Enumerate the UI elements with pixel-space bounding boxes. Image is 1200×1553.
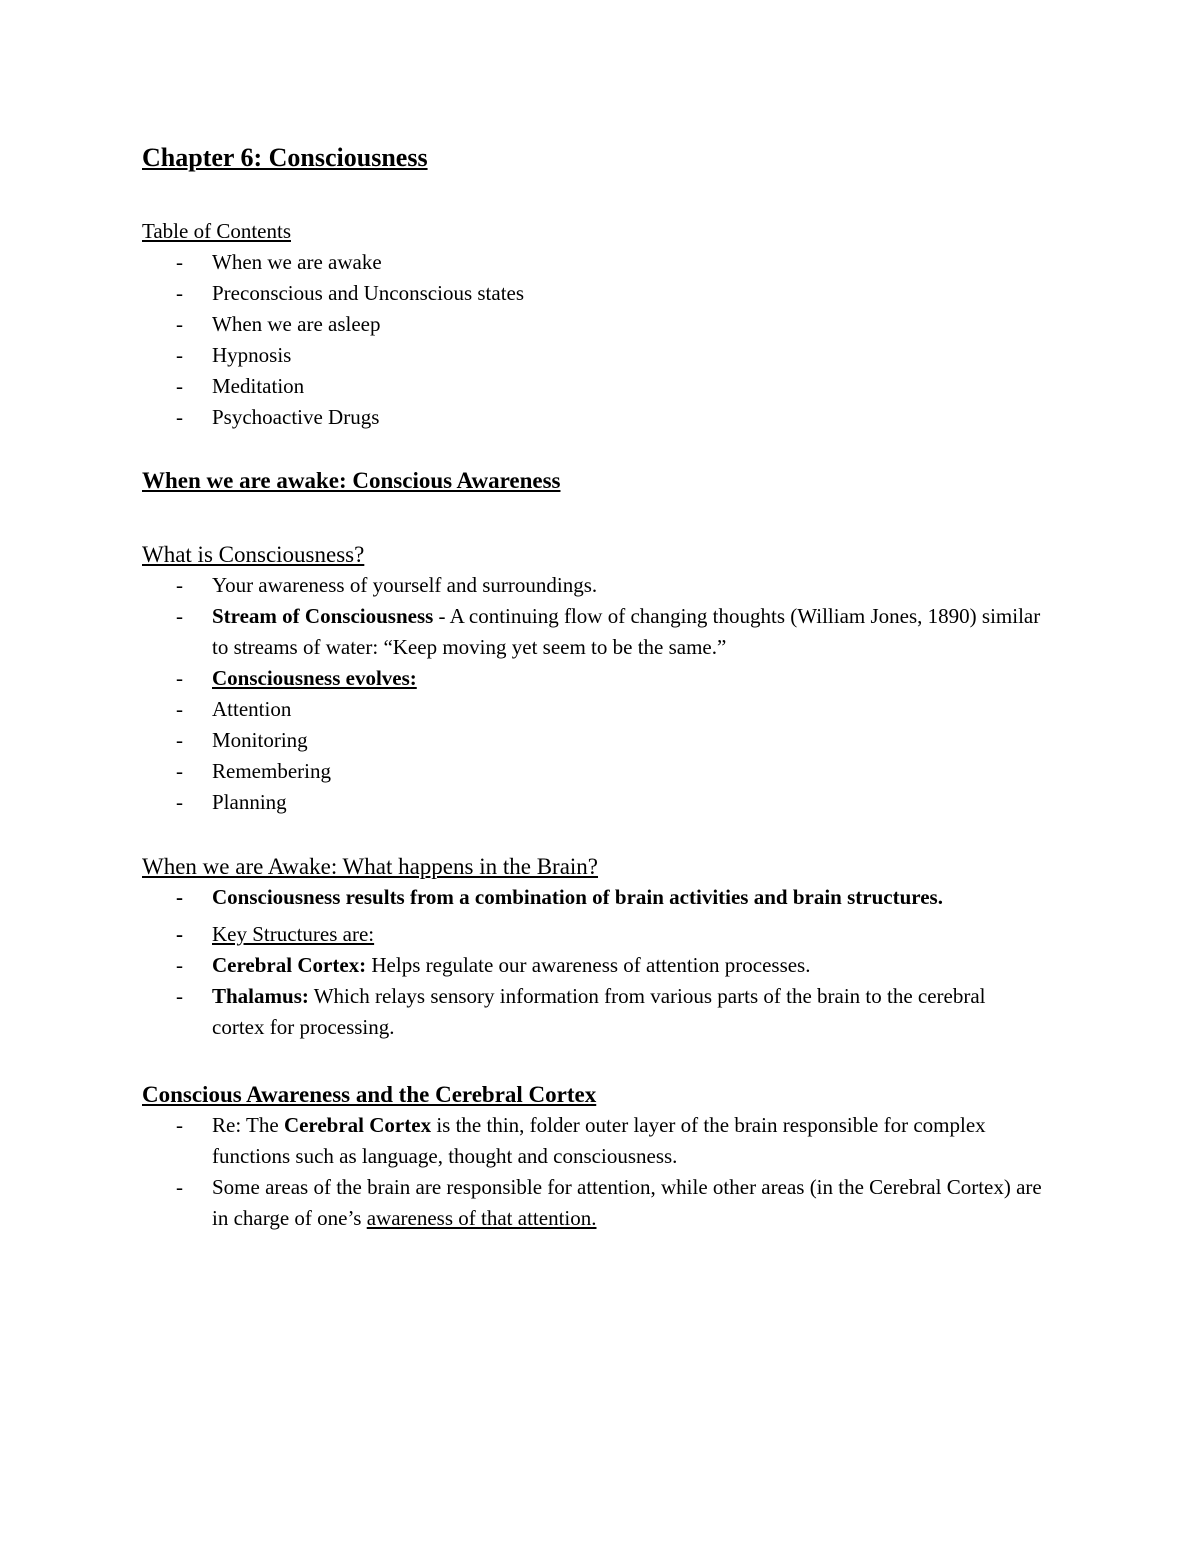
list-item bbox=[142, 950, 1042, 981]
list-item-text: Which relays sensory information from various parts of the brain to the cerebral cortex for processing. bbox=[212, 984, 986, 1039]
list-item-text: Re: The bbox=[212, 1113, 284, 1137]
list-item-text: Some areas of the brain are responsible for attention, while other areas (in the Cerebral Cortex) are in charge of one’s bbox=[212, 1175, 1042, 1230]
term-stream-of-consciousness: Stream of Consciousness bbox=[212, 604, 434, 628]
list-item-text: - A continuing flow of changing thoughts (William Jones, 1890) similar to streams of water: “Keep moving yet seem to be the same.” bbox=[212, 604, 1041, 659]
term-cerebral-cortex: Cerebral Cortex: bbox=[212, 953, 367, 977]
section-heading-awake: When we are awake: Conscious Awareness bbox=[142, 468, 561, 493]
consciousness-definition-list bbox=[142, 570, 1042, 663]
term-cerebral-cortex: Cerebral Cortex bbox=[283, 1113, 432, 1137]
list-item: - Attention bbox=[142, 694, 1042, 725]
list-item bbox=[142, 601, 1042, 663]
toc-list bbox=[142, 247, 1042, 433]
list-item bbox=[142, 919, 1042, 950]
page-title: Chapter 6: Consciousness bbox=[142, 143, 428, 172]
list-item: - Planning bbox=[142, 787, 1042, 818]
list-item-text: Your awareness of yourself and surroundings. bbox=[212, 573, 598, 597]
underlined-phrase: awareness of that attention. bbox=[366, 1206, 597, 1230]
list-item-text: is the thin, folder outer layer of the brain responsible for complex functions such as language, thought and consciousness. bbox=[212, 1113, 986, 1168]
list-item-text: Helps regulate our awareness of attention processes. bbox=[366, 953, 811, 977]
toc-item: - Psychoactive Drugs bbox=[142, 402, 1042, 433]
key-structures-label: Key Structures are: bbox=[212, 922, 375, 946]
toc-heading: Table of Contents bbox=[142, 219, 291, 243]
cerebral-cortex-list bbox=[142, 1110, 1042, 1234]
list-item: - Remembering bbox=[142, 756, 1042, 787]
list-item bbox=[142, 1172, 1042, 1234]
brain-structures-list bbox=[142, 882, 1042, 1043]
toc-item: - Meditation bbox=[142, 371, 1042, 402]
section-heading-brain: When we are Awake: What happens in the Brain? bbox=[142, 854, 599, 879]
consciousness-evolves-list bbox=[142, 663, 1042, 818]
term-thalamus: Thalamus: bbox=[212, 984, 309, 1008]
document-body bbox=[142, 140, 1042, 1234]
evolves-heading: Consciousness evolves: bbox=[212, 666, 417, 690]
list-item: - Monitoring bbox=[142, 725, 1042, 756]
toc-item: - Preconscious and Unconscious states bbox=[142, 278, 1042, 309]
subheading-what-is-consciousness: What is Consciousness? bbox=[142, 542, 365, 567]
list-item bbox=[142, 570, 1042, 601]
section-heading-cerebral-cortex: Conscious Awareness and the Cerebral Cortex bbox=[142, 1082, 597, 1107]
list-item bbox=[142, 981, 1042, 1043]
toc-item: - Hypnosis bbox=[142, 340, 1042, 371]
toc-item: - When we are awake bbox=[142, 247, 1042, 278]
toc-item: - When we are asleep bbox=[142, 309, 1042, 340]
list-item bbox=[142, 1110, 1042, 1172]
list-item: - Consciousness results from a combination of brain activities and brain structures. bbox=[142, 882, 1042, 913]
list-item bbox=[142, 663, 1042, 694]
